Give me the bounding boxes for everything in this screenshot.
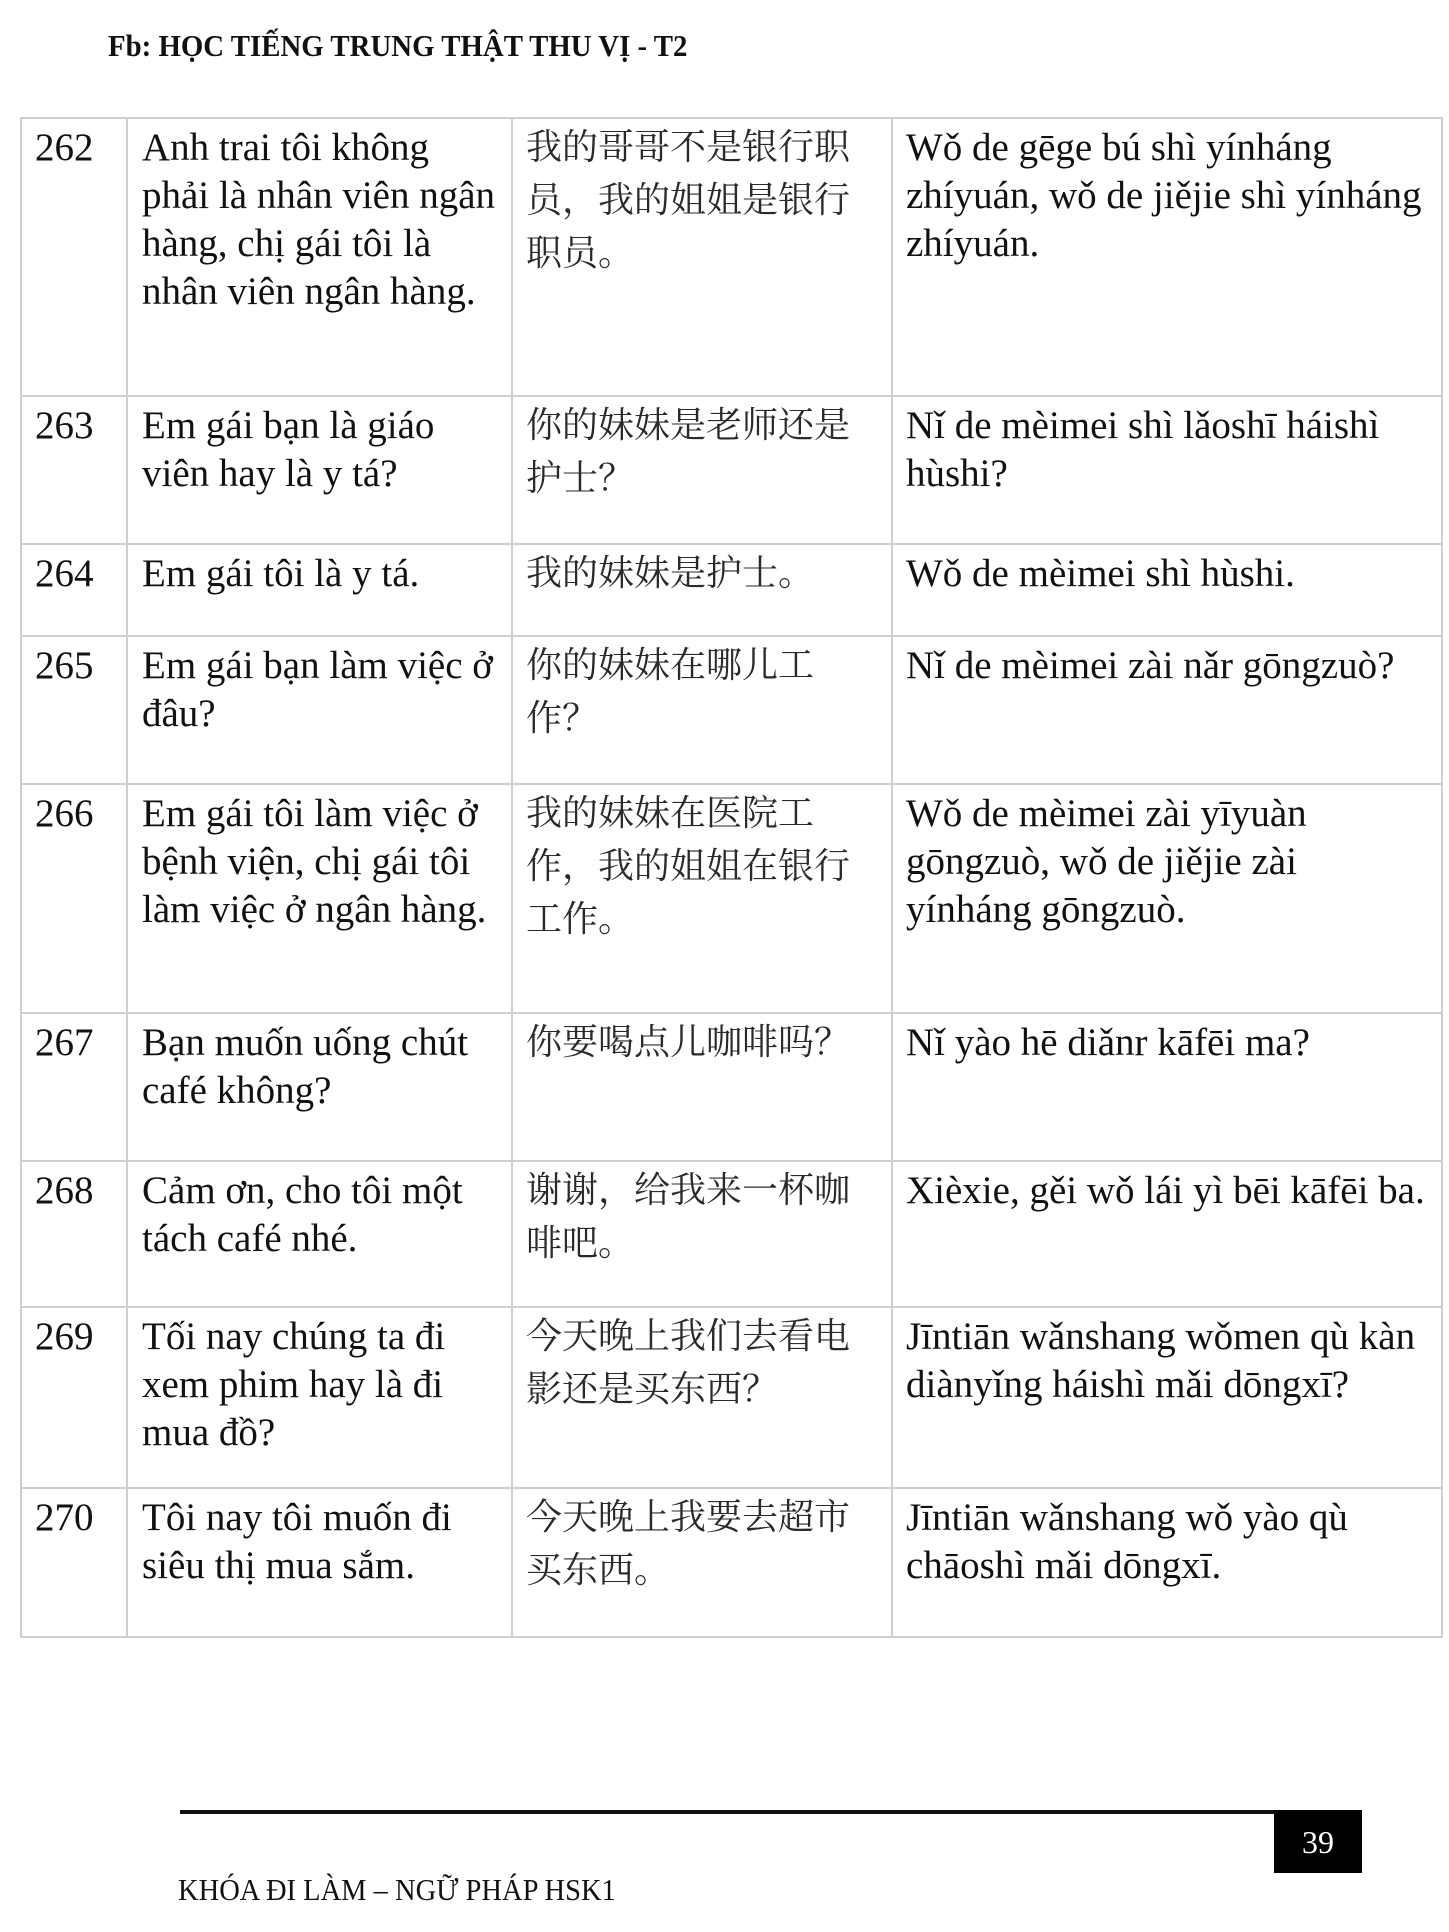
chinese-cell [512, 636, 892, 784]
vietnamese-cell [127, 784, 512, 1013]
chinese-text: 谢谢，给我来一杯咖啡吧。 [526, 1170, 851, 1264]
vietnamese-text: Em gái bạn làm việc ở đâu? [142, 644, 493, 735]
footer-course-label: KHÓA ĐI LÀM – NGỮ PHÁP HSK1 [178, 1872, 616, 1907]
chinese-text: 今天晚上我要去超市买东西。 [526, 1497, 851, 1591]
vietnamese-text: Tôi nay tôi muốn đi siêu thị mua sắm. [142, 1496, 452, 1587]
chinese-cell [512, 396, 892, 544]
chinese-text: 今天晚上我们去看电影还是买东西？ [526, 1316, 851, 1410]
row-number-cell [21, 1161, 127, 1307]
vietnamese-cell [127, 1488, 512, 1637]
vietnamese-cell [127, 1161, 512, 1307]
chinese-cell [512, 1488, 892, 1637]
table-row [21, 118, 1442, 396]
page-header-title: Fb: HỌC TIẾNG TRUNG THẬT THU VỊ - T2 [108, 28, 688, 63]
chinese-cell [512, 1161, 892, 1307]
row-number: 263 [35, 404, 94, 447]
chinese-cell [512, 1307, 892, 1488]
vietnamese-text: Em gái tôi làm việc ở bệnh viện, chị gái tôi làm việc ở ngân hàng. [142, 792, 487, 931]
vietnamese-cell [127, 1013, 512, 1161]
pinyin-text: Nǐ de mèimei shì lǎoshī háishì hùshi? [906, 404, 1380, 495]
row-number: 268 [35, 1169, 94, 1212]
pinyin-text: Jīntiān wǎnshang wǒmen qù kàn diànyǐng háishì mǎi dōngxī? [906, 1315, 1416, 1406]
chinese-cell [512, 544, 892, 636]
table-row [21, 1161, 1442, 1307]
vietnamese-cell [127, 544, 512, 636]
chinese-text: 我的妹妹是护士。 [526, 553, 815, 594]
pinyin-text: Nǐ de mèimei zài nǎr gōngzuò? [906, 644, 1395, 687]
chinese-text: 我的妹妹在医院工作，我的姐姐在银行工作。 [526, 793, 851, 940]
table-row [21, 784, 1442, 1013]
table-row [21, 396, 1442, 544]
chinese-text: 你的妹妹在哪儿工作？ [526, 645, 815, 739]
pinyin-text: Wǒ de mèimei shì hùshi. [906, 552, 1295, 595]
vietnamese-text: Bạn muốn uống chút café không? [142, 1021, 469, 1112]
row-number: 264 [35, 552, 94, 595]
pinyin-cell [892, 784, 1442, 1013]
row-number-cell [21, 1488, 127, 1637]
footer-divider [180, 1810, 1280, 1814]
vietnamese-cell [127, 636, 512, 784]
chinese-text: 你的妹妹是老师还是护士？ [526, 405, 851, 499]
row-number-cell [21, 784, 127, 1013]
row-number: 265 [35, 644, 94, 687]
row-number-cell [21, 636, 127, 784]
chinese-cell [512, 1013, 892, 1161]
row-number-cell [21, 118, 127, 396]
phrase-table [20, 117, 1443, 1638]
pinyin-text: Jīntiān wǎnshang wǒ yào qù chāoshì mǎi dōngxī. [906, 1496, 1348, 1587]
row-number: 262 [35, 126, 94, 169]
table-row [21, 1013, 1442, 1161]
pinyin-cell [892, 396, 1442, 544]
chinese-cell [512, 784, 892, 1013]
pinyin-cell [892, 1013, 1442, 1161]
row-number-cell [21, 396, 127, 544]
pinyin-cell [892, 1488, 1442, 1637]
chinese-text: 我的哥哥不是银行职员，我的姐姐是银行职员。 [526, 127, 851, 274]
pinyin-text: Nǐ yào hē diǎnr kāfēi ma? [906, 1021, 1310, 1064]
pinyin-cell [892, 118, 1442, 396]
row-number: 269 [35, 1315, 94, 1358]
vietnamese-text: Cảm ơn, cho tôi một tách café nhé. [142, 1169, 463, 1260]
pinyin-text: Wǒ de mèimei zài yīyuàn gōngzuò, wǒ de jiějie zài yínháng gōngzuò. [906, 792, 1307, 931]
vietnamese-cell [127, 118, 512, 396]
pinyin-cell [892, 636, 1442, 784]
vietnamese-text: Em gái tôi là y tá. [142, 552, 420, 595]
chinese-text: 你要喝点儿咖啡吗？ [526, 1022, 851, 1063]
page-number: 39 [1302, 1823, 1334, 1860]
chinese-cell [512, 118, 892, 396]
table-row [21, 636, 1442, 784]
row-number-cell [21, 1307, 127, 1488]
pinyin-cell [892, 544, 1442, 636]
vietnamese-text: Anh trai tôi không phải là nhân viên ngân hàng, chị gái tôi là nhân viên ngân hàng. [142, 126, 496, 313]
vietnamese-cell [127, 1307, 512, 1488]
row-number-cell [21, 1013, 127, 1161]
table-row [21, 1307, 1442, 1488]
pinyin-cell [892, 1161, 1442, 1307]
pinyin-cell [892, 1307, 1442, 1488]
page-number-box [1274, 1810, 1362, 1873]
table-row [21, 544, 1442, 636]
vietnamese-text: Em gái bạn là giáo viên hay là y tá? [142, 404, 435, 495]
pinyin-text: Xièxie, gěi wǒ lái yì bēi kāfēi ba. [906, 1169, 1425, 1212]
row-number: 266 [35, 792, 94, 835]
vietnamese-cell [127, 396, 512, 544]
pinyin-text: Wǒ de gēge bú shì yínháng zhíyuán, wǒ de jiějie shì yínháng zhíyuán. [906, 126, 1422, 265]
vietnamese-text: Tối nay chúng ta đi xem phim hay là đi mua đồ? [142, 1315, 446, 1454]
row-number: 270 [35, 1496, 94, 1539]
row-number: 267 [35, 1021, 94, 1064]
row-number-cell [21, 544, 127, 636]
table-row [21, 1488, 1442, 1637]
